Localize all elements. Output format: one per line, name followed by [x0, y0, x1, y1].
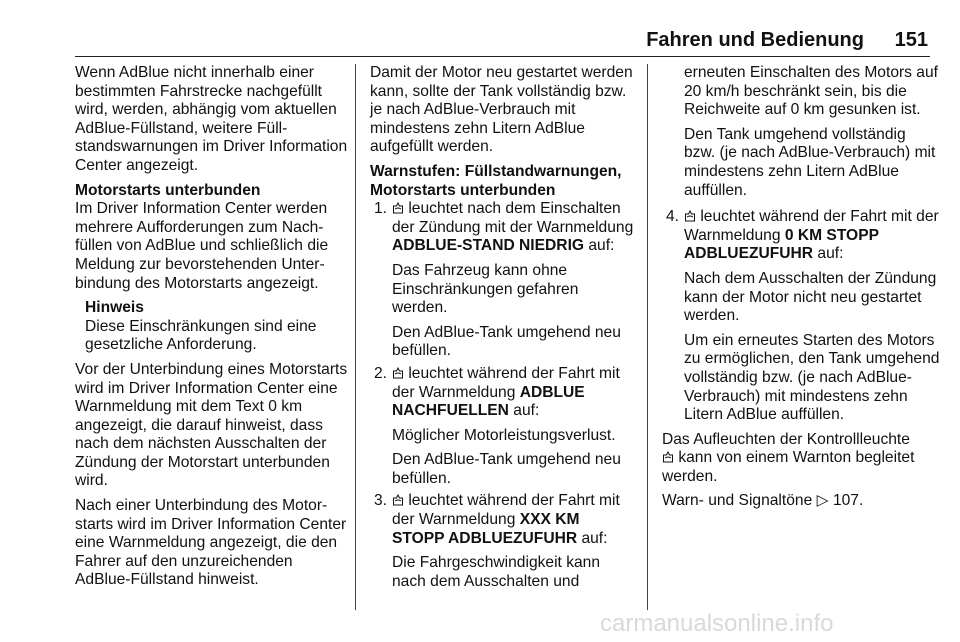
column-2	[370, 64, 634, 595]
item-text: leuchtet während der Fahrt mit der Warnmeldung	[684, 208, 939, 244]
list-number: 2.	[374, 364, 388, 382]
paragraph-text: Warn- und Signaltöne	[662, 492, 817, 510]
column-3	[662, 64, 940, 517]
column-divider-1	[355, 64, 356, 610]
item-text: auf:	[813, 245, 844, 263]
note-heading: Hinweis	[85, 299, 144, 317]
warning-message: ADBLUE NACHFUELLEN	[392, 383, 585, 420]
adblue-warning-icon	[662, 450, 674, 462]
item-text: auf:	[508, 402, 540, 420]
list-item	[370, 200, 634, 361]
subheading-warnstufen: Warnstufen: Füllstandwarnungen, Motorstarts unterbunden	[370, 162, 622, 199]
paragraph	[662, 492, 940, 511]
paragraph-text: kann von einem Warnton begleitet werden.	[662, 449, 915, 485]
item-subparagraph: Den Tank umgehend vollständig bzw. (je nach AdBlue-Verbrauch) mit mindestens zehn Litern AdBlue auffüllen.	[684, 125, 936, 199]
paragraph	[662, 431, 940, 487]
list-item-continuation	[662, 64, 940, 200]
item-subparagraph: Den AdBlue-Tank umgehend neu befüllen.	[392, 451, 621, 487]
item-text: leuchtet während der Fahrt mit der Warnmeldung	[392, 364, 620, 401]
item-subparagraph: erneuten Einschalten des Motors auf 20 km/h beschränkt sein, bis die Reichweite auf 0 km gesunken ist.	[684, 64, 938, 119]
paragraph: Wenn AdBlue nicht innerhalb einer bestimmten Fahrstrecke nachgefüllt wird, werden, abhängig vom aktuellen AdBlue-Füllstand, weitere Füllstandswarnungen im Driver Information Center angezeigt.	[75, 64, 348, 174]
list-number: 3.	[374, 492, 388, 510]
item-text: leuchtet während der Fahrt mit der Warnmeldung	[392, 492, 620, 529]
list-item	[370, 492, 634, 591]
list-number: 4.	[666, 208, 680, 226]
item-subparagraph: Den AdBlue-Tank umgehend neu befüllen.	[392, 323, 621, 360]
page-reference-icon: ▷	[816, 492, 829, 510]
item-text: auf:	[577, 529, 608, 547]
subheading-motorstarts: Motorstarts unterbunden	[75, 181, 261, 199]
note-text: Diese Einschränkungen sind eine gesetzliche Anforderung.	[85, 317, 317, 354]
item-subparagraph: Möglicher Motorleistungsverlust.	[392, 426, 616, 444]
list-item	[370, 365, 634, 489]
page-reference-link[interactable]: 107.	[832, 492, 864, 510]
paragraph: Nach einer Unterbindung des Motorstarts wird im Driver Information Center eine Warnmeldung angezeigt, die den Fahrer auf den unzureichenden AdBlue-Füllstand hinweist.	[75, 497, 347, 589]
paragraph: Vor der Unterbindung eines Motorstarts wird im Driver Information Center eine Warnmeldung mit dem Text 0 km angezeigt, die darauf hinweist, dass nach dem nächsten Ausschalten der Zündung der Motorstart unterbunden wird.	[75, 360, 348, 490]
paragraph: Damit der Motor neu gestartet werden kann, sollte der Tank vollständig bzw. je nach AdBlue-Verbrauch mit mindestens zehn Litern AdBlue aufgefüllt werden.	[370, 64, 633, 156]
adblue-warning-icon	[392, 201, 404, 213]
page-number: 151	[894, 29, 928, 51]
list-number: 1.	[374, 200, 388, 218]
item-subparagraph: Nach dem Ausschalten der Zündung kann der Motor nicht neu gestartet werden.	[684, 269, 937, 325]
running-header-title: Fahren und Bedienung	[646, 29, 864, 51]
item-text: leuchtet nach dem Einschalten der Zündung mit der Warnmeldung	[392, 200, 634, 236]
warning-message: ADBLUE-STAND NIEDRIG	[392, 237, 585, 255]
header-rule	[75, 56, 930, 57]
list-item	[662, 208, 940, 425]
adblue-warning-icon	[684, 209, 696, 221]
note-box	[85, 299, 351, 355]
item-subparagraph: Das Fahrzeug kann ohne Einschränkungen gefahren werden.	[392, 261, 579, 317]
warning-level-list-continued	[662, 208, 940, 425]
watermark-text: carmanualsonline.info	[600, 610, 834, 637]
warning-message: XXX KM STOPP ADBLUEZUFUHR	[392, 511, 580, 547]
item-subparagraph: Die Fahrgeschwindigkeit kann nach dem Ausschalten und	[392, 554, 601, 590]
paragraph: Im Driver Information Center werden mehrere Aufforderungen zum Nachfüllen von AdBlue und schließlich die Meldung zur bevorstehenden Unterbindung des Motorstarts angezeigt.	[75, 200, 329, 292]
item-subparagraph: Um ein erneutes Starten des Motors zu ermöglichen, den Tank umgehend vollständig bzw. (je nach AdBlue-Verbrauch) mit mindestens zehn Litern AdBlue auffüllen.	[684, 331, 940, 424]
adblue-warning-icon	[392, 366, 404, 378]
warning-level-list	[370, 200, 634, 591]
adblue-warning-icon	[392, 493, 404, 505]
item-text: auf:	[584, 237, 615, 255]
column-divider-2	[647, 64, 648, 610]
paragraph-text: Das Aufleuchten der Kontrollleuchte	[662, 430, 910, 448]
column-1	[75, 64, 351, 596]
warning-message: 0 KM STOPP ADBLUEZUFUHR	[684, 226, 879, 263]
